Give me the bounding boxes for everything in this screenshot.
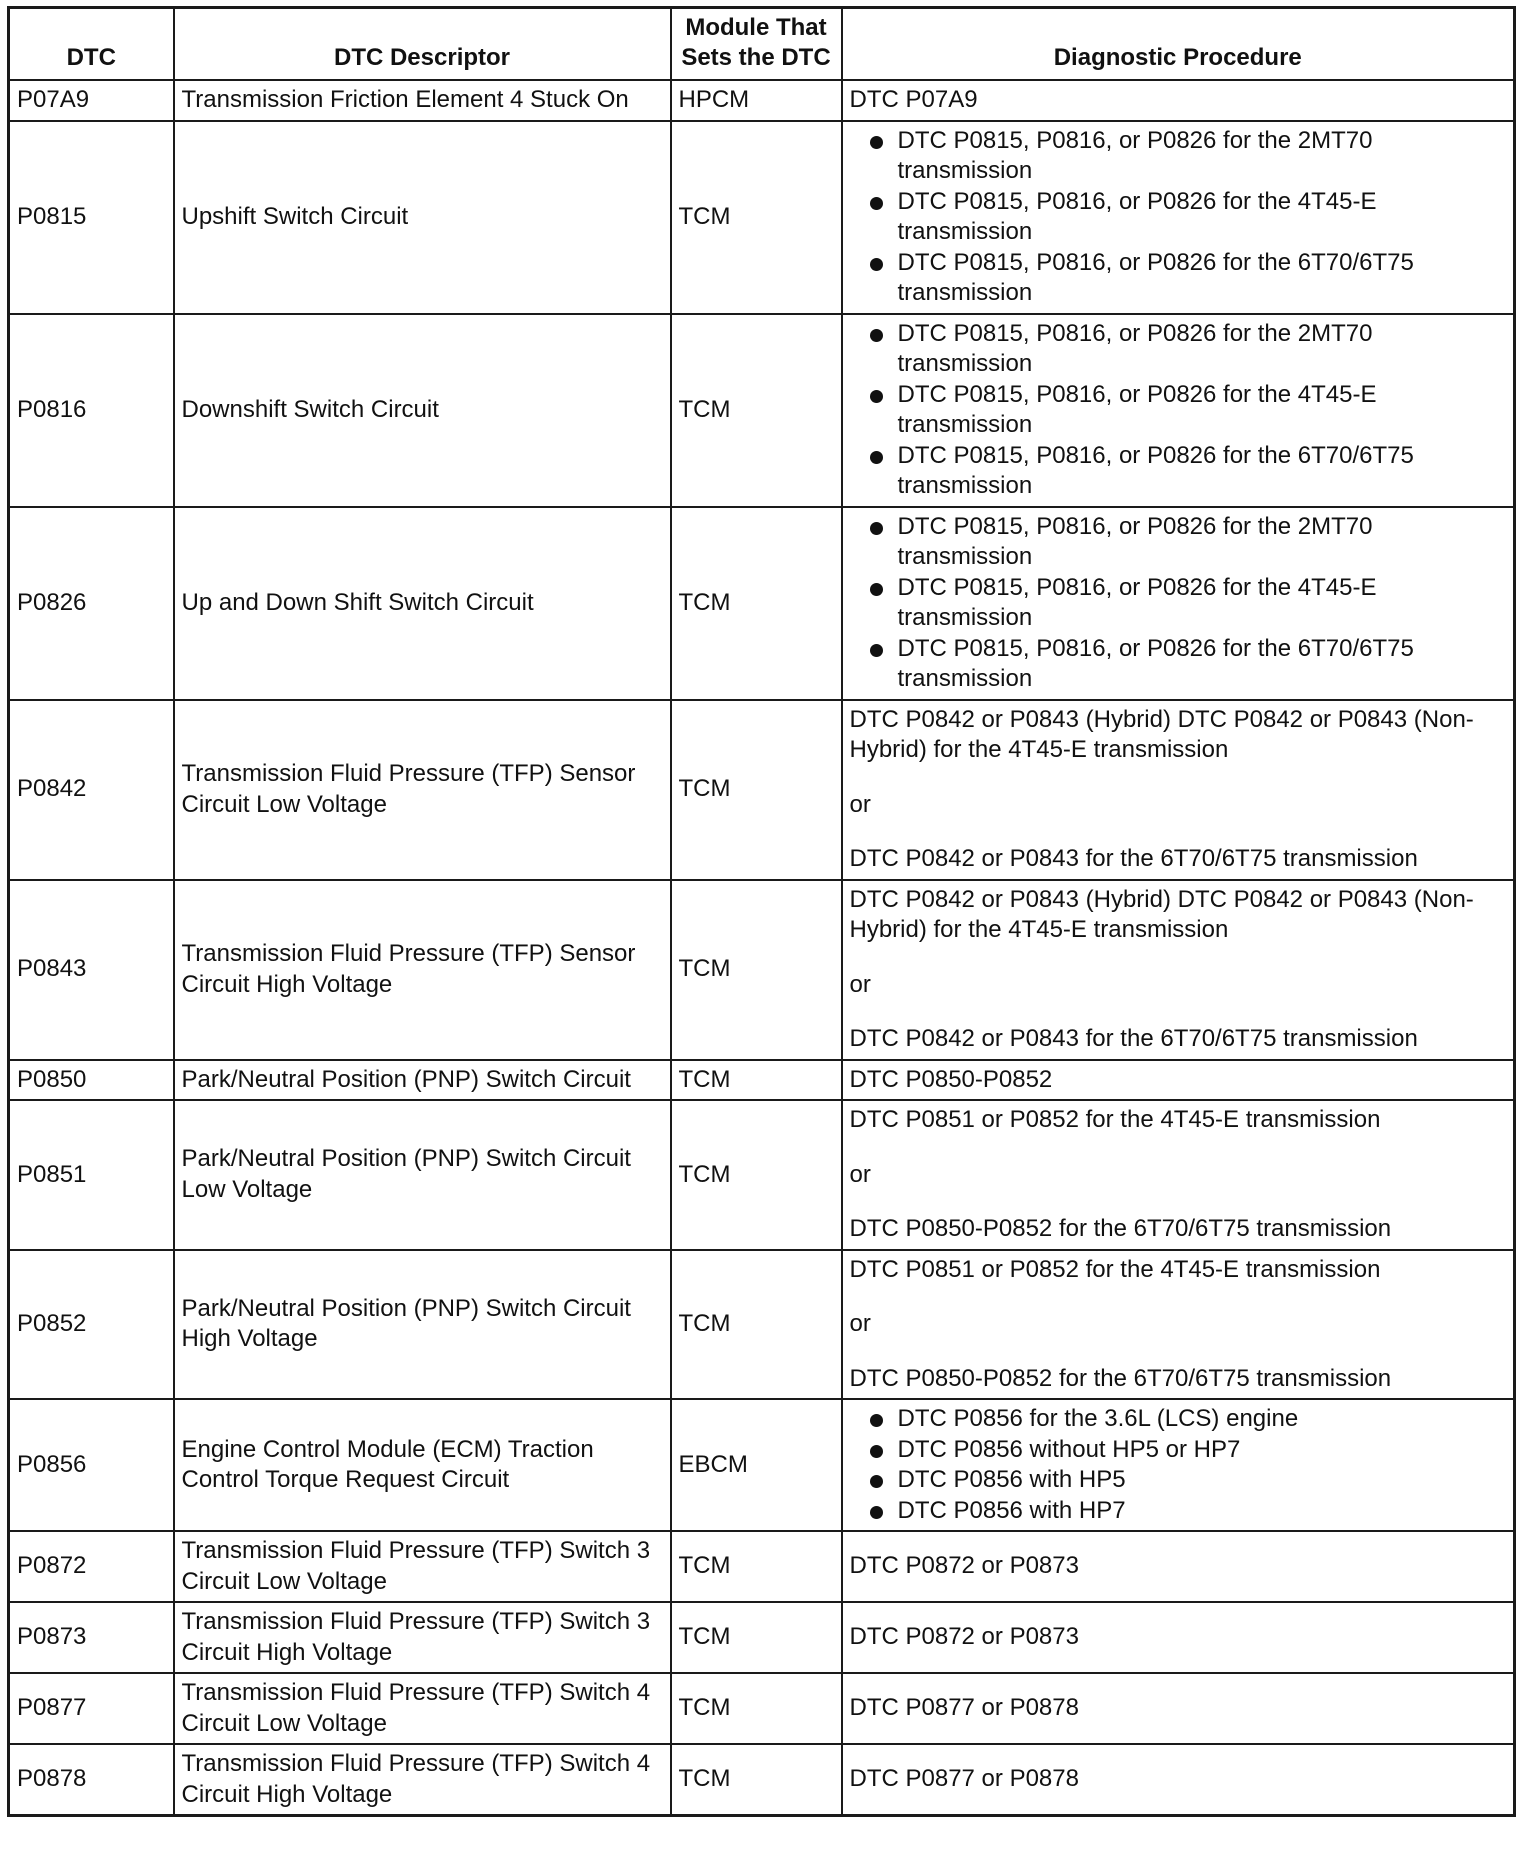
diagnostic-procedure (842, 1399, 1515, 1531)
table-row (9, 80, 1515, 121)
diagnostic-procedure (842, 314, 1515, 507)
dtc-code: P0815 (9, 121, 174, 314)
dtc-descriptor: Park/Neutral Position (PNP) Switch Circuit (174, 1060, 671, 1101)
procedure-link[interactable]: DTC P0842 or P0843 (Hybrid) DTC P0842 or P0843 (Non-Hybrid) for the 4T45-E transmission (849, 705, 1474, 763)
procedure-separator: or (849, 1310, 871, 1337)
procedure-link[interactable]: DTC P0856 for the 3.6L (LCS) engine (850, 1404, 1507, 1435)
procedure-link[interactable]: DTC P0815, P0816, or P0826 for the 4T45-E transmission (850, 380, 1507, 441)
diagnostic-procedure (842, 1673, 1515, 1744)
procedure-list (850, 126, 1507, 309)
dtc-code: P0872 (9, 1531, 174, 1602)
diagnostic-procedure (842, 1060, 1515, 1101)
dtc-code: P0850 (9, 1060, 174, 1101)
procedure-link[interactable]: DTC P0815, P0816, or P0826 for the 6T70/6T75 transmission (850, 441, 1507, 502)
setting-module: TCM (671, 1100, 842, 1250)
procedure-link[interactable]: DTC P0851 or P0852 for the 4T45-E transmission (849, 1106, 1381, 1133)
diagnostic-procedure (842, 1100, 1515, 1250)
diagnostic-procedure (842, 80, 1515, 121)
dtc-code: P0842 (9, 700, 174, 880)
table-row (9, 121, 1515, 314)
setting-module: TCM (671, 700, 842, 880)
procedure-list (850, 512, 1507, 695)
table-row (9, 1744, 1515, 1816)
header-module: Module That Sets the DTC (671, 8, 842, 81)
procedure-link[interactable]: DTC P0877 or P0878 (849, 1694, 1079, 1722)
dtc-descriptor: Transmission Fluid Pressure (TFP) Switch 4 Circuit High Voltage (174, 1744, 671, 1816)
setting-module: TCM (671, 1744, 842, 1816)
setting-module: EBCM (671, 1399, 842, 1531)
dtc-code: P0878 (9, 1744, 174, 1816)
diagnostic-procedure (842, 880, 1515, 1060)
procedure-separator: or (849, 1160, 871, 1188)
diagnostic-procedure (842, 1744, 1515, 1816)
setting-module: TCM (671, 1602, 842, 1673)
procedure-link[interactable]: DTC P0856 with HP7 (850, 1496, 1507, 1527)
setting-module: HPCM (671, 80, 842, 121)
diagnostic-procedure (842, 1531, 1515, 1602)
procedure-link[interactable]: DTC P0815, P0816, or P0826 for the 2MT70 transmission (850, 319, 1507, 380)
diagnostic-procedure (842, 700, 1515, 880)
dtc-code: P0852 (9, 1250, 174, 1400)
dtc-descriptor: Park/Neutral Position (PNP) Switch Circuit High Voltage (174, 1250, 671, 1400)
procedure-link[interactable]: DTC P0815, P0816, or P0826 for the 6T70/6T75 transmission (850, 248, 1507, 309)
procedure-link[interactable]: DTC P0815, P0816, or P0826 for the 6T70/6T75 transmission (850, 634, 1507, 695)
dtc-descriptor: Transmission Fluid Pressure (TFP) Switch 3 Circuit Low Voltage (174, 1531, 671, 1602)
dtc-descriptor: Downshift Switch Circuit (174, 314, 671, 507)
setting-module: TCM (671, 1531, 842, 1602)
dtc-descriptor: Transmission Fluid Pressure (TFP) Switch 4 Circuit Low Voltage (174, 1673, 671, 1744)
dtc-code: P0816 (9, 314, 174, 507)
dtc-code: P0851 (9, 1100, 174, 1250)
table-row (9, 1100, 1515, 1250)
table-row (9, 880, 1515, 1060)
table-row (9, 1673, 1515, 1744)
table-row (9, 314, 1515, 507)
procedure-link[interactable]: DTC P0842 or P0843 (Hybrid) DTC P0842 or P0843 (Non-Hybrid) for the 4T45-E transmission (849, 885, 1474, 943)
diagnostic-procedure (842, 507, 1515, 700)
dtc-descriptor: Transmission Friction Element 4 Stuck On (174, 80, 671, 121)
dtc-code: P0873 (9, 1602, 174, 1673)
procedure-separator: or (849, 790, 871, 818)
procedure-link[interactable]: DTC P0850-P0852 for the 6T70/6T75 transmission (849, 1364, 1392, 1392)
table-body (9, 80, 1515, 1816)
procedure-link[interactable]: DTC P0872 or P0873 (849, 1623, 1079, 1651)
dtc-descriptor: Transmission Fluid Pressure (TFP) Sensor Circuit Low Voltage (174, 700, 671, 880)
header-dtc: DTC (9, 8, 174, 81)
setting-module: TCM (671, 1250, 842, 1400)
dtc-code: P0843 (9, 880, 174, 1060)
dtc-code: P0877 (9, 1673, 174, 1744)
procedure-link[interactable]: DTC P0856 with HP5 (850, 1465, 1507, 1496)
table-row (9, 700, 1515, 880)
dtc-descriptor: Up and Down Shift Switch Circuit (174, 507, 671, 700)
procedure-separator: or (849, 970, 871, 998)
procedure-list (850, 319, 1507, 502)
header-procedure: Diagnostic Procedure (842, 8, 1515, 81)
procedure-link[interactable]: DTC P0872 or P0873 (849, 1552, 1079, 1580)
setting-module: TCM (671, 1673, 842, 1744)
table-row (9, 507, 1515, 700)
dtc-descriptor: Engine Control Module (ECM) Traction Control Torque Request Circuit (174, 1399, 671, 1531)
procedure-link[interactable]: DTC P0815, P0816, or P0826 for the 2MT70 transmission (850, 126, 1507, 187)
procedure-link[interactable]: DTC P0877 or P0878 (849, 1765, 1079, 1793)
procedure-list (850, 1404, 1507, 1526)
dtc-code: P07A9 (9, 80, 174, 121)
table-row (9, 1250, 1515, 1400)
diagnostic-procedure (842, 1250, 1515, 1400)
procedure-link[interactable]: DTC P0850-P0852 (849, 1065, 1053, 1093)
header-row (9, 8, 1515, 81)
table-row (9, 1531, 1515, 1602)
dtc-descriptor: Transmission Fluid Pressure (TFP) Sensor Circuit High Voltage (174, 880, 671, 1060)
setting-module: TCM (671, 880, 842, 1060)
procedure-link[interactable]: DTC P0856 without HP5 or HP7 (850, 1435, 1507, 1466)
setting-module: TCM (671, 314, 842, 507)
procedure-link[interactable]: DTC P07A9 (849, 86, 978, 113)
procedure-link[interactable]: DTC P0842 or P0843 for the 6T70/6T75 transmission (849, 1025, 1418, 1052)
table-row (9, 1399, 1515, 1531)
setting-module: TCM (671, 1060, 842, 1101)
procedure-link[interactable]: DTC P0850-P0852 for the 6T70/6T75 transmission (849, 1215, 1392, 1242)
table-row (9, 1060, 1515, 1101)
diagnostic-procedure (842, 121, 1515, 314)
diagnostic-procedure (842, 1602, 1515, 1673)
procedure-link[interactable]: DTC P0815, P0816, or P0826 for the 4T45-E transmission (850, 573, 1507, 634)
dtc-descriptor: Park/Neutral Position (PNP) Switch Circuit Low Voltage (174, 1100, 671, 1250)
table-row (9, 1602, 1515, 1673)
dtc-table (7, 6, 1516, 1817)
dtc-code: P0856 (9, 1399, 174, 1531)
setting-module: TCM (671, 507, 842, 700)
procedure-link[interactable]: DTC P0851 or P0852 for the 4T45-E transmission (849, 1255, 1381, 1283)
procedure-link[interactable]: DTC P0842 or P0843 for the 6T70/6T75 transmission (849, 845, 1418, 872)
procedure-link[interactable]: DTC P0815, P0816, or P0826 for the 4T45-E transmission (850, 187, 1507, 248)
setting-module: TCM (671, 121, 842, 314)
header-descriptor: DTC Descriptor (174, 8, 671, 81)
dtc-code: P0826 (9, 507, 174, 700)
dtc-descriptor: Transmission Fluid Pressure (TFP) Switch 3 Circuit High Voltage (174, 1602, 671, 1673)
dtc-descriptor: Upshift Switch Circuit (174, 121, 671, 314)
procedure-link[interactable]: DTC P0815, P0816, or P0826 for the 2MT70 transmission (850, 512, 1507, 573)
